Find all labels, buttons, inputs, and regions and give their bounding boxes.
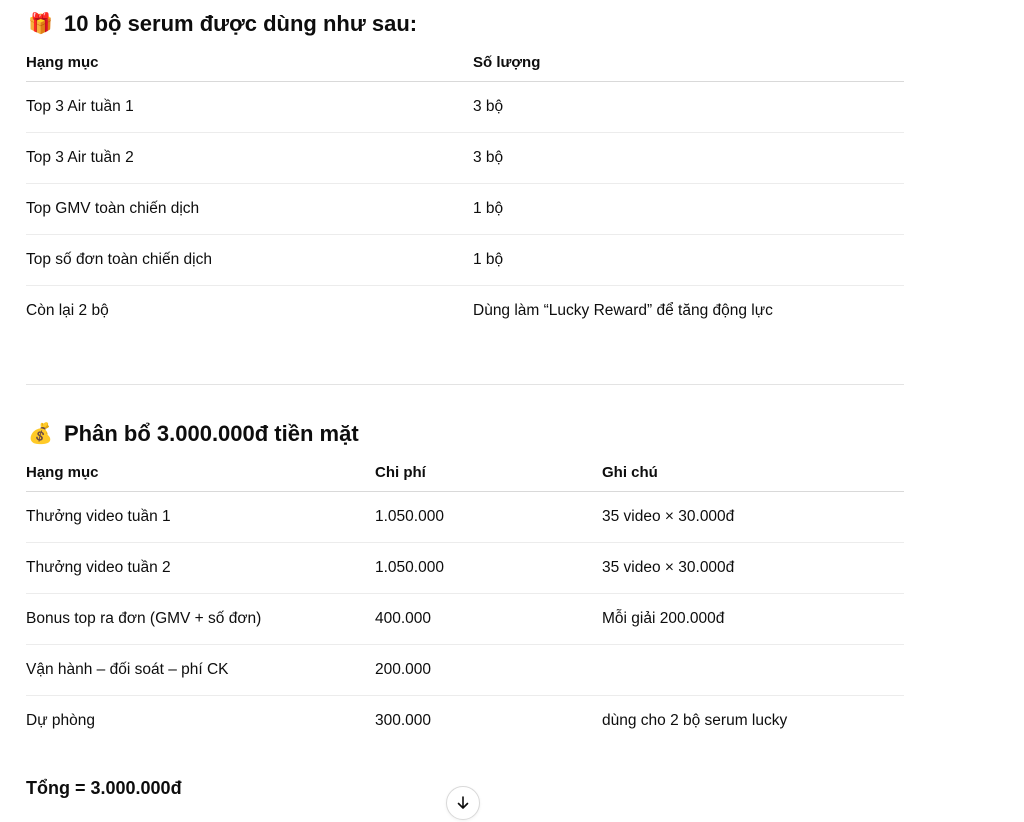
cash-allocation-title: Phân bổ 3.000.000đ tiền mặt bbox=[64, 421, 359, 446]
column-header: Hạng mục bbox=[26, 43, 473, 82]
column-header: Chi phí bbox=[375, 453, 602, 492]
arrow-down-icon bbox=[455, 795, 471, 811]
scroll-to-bottom-button[interactable] bbox=[446, 786, 480, 820]
table-cell: Top số đơn toàn chiến dịch bbox=[26, 235, 473, 286]
table-cell: 400.000 bbox=[375, 594, 602, 645]
table-cell: 300.000 bbox=[375, 712, 432, 729]
table-cell: 35 video × 30.000đ bbox=[602, 543, 904, 594]
table-cell: Top GMV toàn chiến dịch bbox=[26, 184, 473, 235]
table-cell: Top 3 Air tuần 2 bbox=[26, 133, 473, 184]
table-cell: 1.050.000 bbox=[375, 543, 602, 594]
serum-usage-title: 10 bộ serum được dùng như sau: bbox=[64, 11, 418, 36]
column-header: Hạng mục bbox=[26, 453, 375, 492]
section-divider bbox=[26, 384, 904, 385]
table-row bbox=[26, 235, 904, 286]
money-bag-icon: 💰 bbox=[28, 423, 53, 445]
table-cell: 200.000 bbox=[375, 645, 602, 696]
table-cell: Còn lại 2 bộ bbox=[26, 302, 109, 319]
table-cell: Dự phòng bbox=[26, 712, 95, 729]
table-cell: 3 bộ bbox=[473, 82, 904, 133]
table-row bbox=[26, 543, 904, 594]
serum-usage-table bbox=[26, 43, 904, 336]
table-row bbox=[26, 492, 904, 543]
table-row bbox=[26, 594, 904, 645]
table-cell: Dùng làm “Lucky Reward” để tăng động lực bbox=[473, 302, 773, 319]
table-row bbox=[26, 82, 904, 133]
column-header: Số lượng bbox=[473, 43, 904, 82]
table-cell: dùng cho 2 bộ serum lucky bbox=[602, 712, 788, 729]
cash-allocation-table bbox=[26, 453, 904, 746]
table-cell: Top 3 Air tuần 1 bbox=[26, 82, 473, 133]
table-cell: 35 video × 30.000đ bbox=[602, 492, 904, 543]
cash-allocation-heading bbox=[26, 420, 359, 448]
table-row bbox=[26, 286, 904, 337]
table-row bbox=[26, 184, 904, 235]
table-row bbox=[26, 645, 904, 696]
column-header: Ghi chú bbox=[602, 453, 904, 492]
table-header-row bbox=[26, 43, 904, 82]
table-cell: Thưởng video tuần 1 bbox=[26, 492, 375, 543]
gift-icon: 🎁 bbox=[28, 13, 53, 35]
table-cell: 1 bộ bbox=[473, 184, 904, 235]
table-row bbox=[26, 696, 904, 747]
table-cell: 1 bộ bbox=[473, 235, 904, 286]
total-summary: Tổng = 3.000.000đ bbox=[26, 778, 182, 798]
table-row bbox=[26, 133, 904, 184]
table-header-row bbox=[26, 453, 904, 492]
table-cell: 3 bộ bbox=[473, 133, 904, 184]
table-cell: Bonus top ra đơn (GMV + số đơn) bbox=[26, 594, 375, 645]
serum-usage-heading bbox=[26, 10, 417, 38]
table-cell: Vận hành – đối soát – phí CK bbox=[26, 645, 375, 696]
table-cell: 1.050.000 bbox=[375, 492, 602, 543]
table-cell bbox=[602, 645, 904, 696]
table-cell: Thưởng video tuần 2 bbox=[26, 543, 375, 594]
table-cell: Mỗi giải 200.000đ bbox=[602, 594, 904, 645]
